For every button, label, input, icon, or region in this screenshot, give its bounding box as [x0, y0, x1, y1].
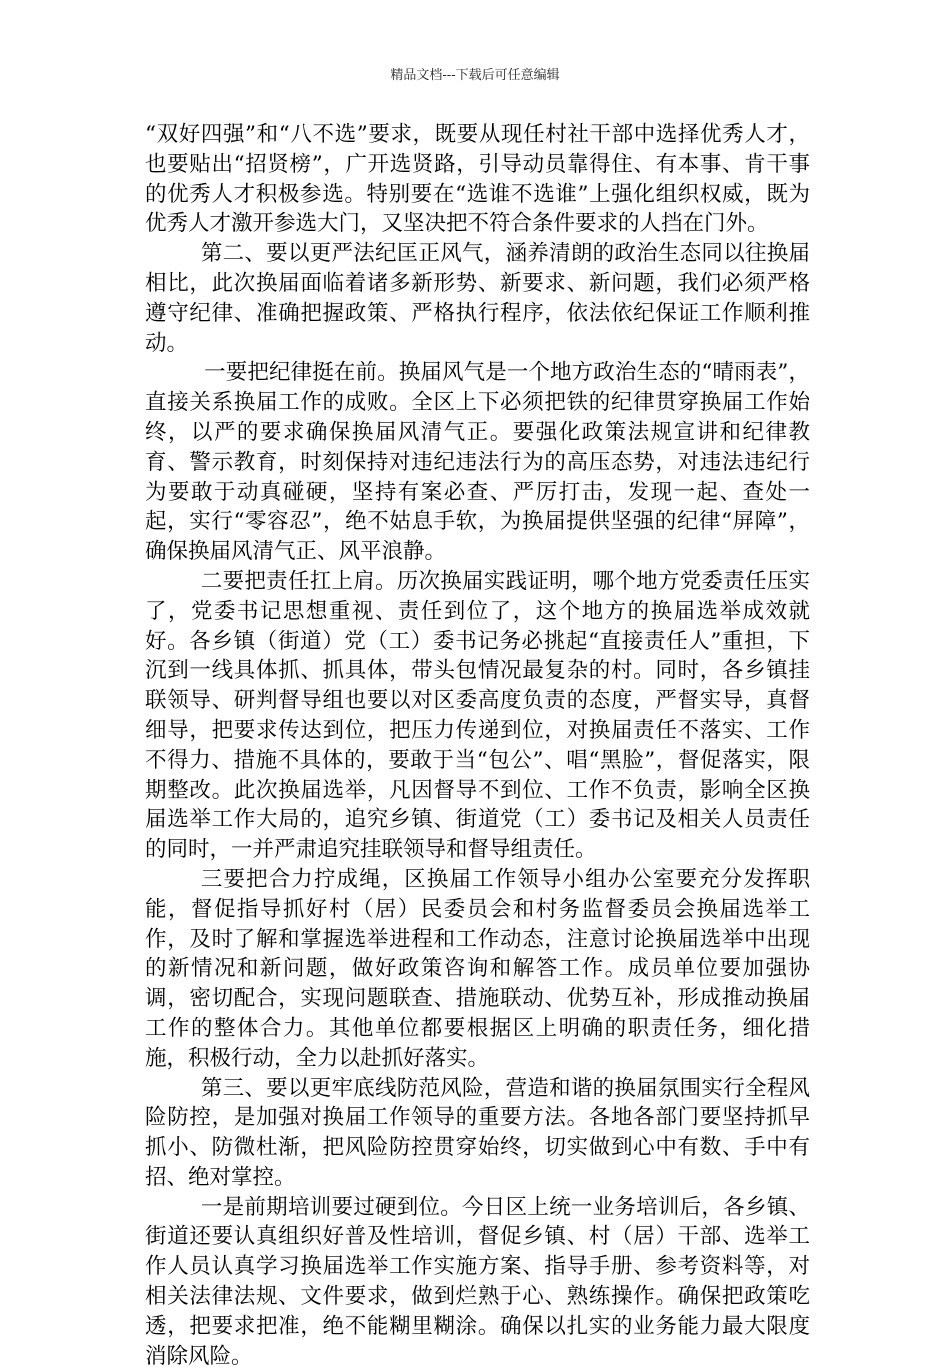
- paragraph-4: 二要把责任扛上肩。历次换届实践证明，哪个地方党委责任压实了，党委书记思想重视、责任到位了，这个地方的换届选举成效就好。各乡镇（街道）党（工）委书记务必挑起“直接责任人”重担，下沉到一线具体抓、抓具体，带头包情况最复杂的村。同时，各乡镇挂联领导、研判督导组也要以对区委高度负责的态度，严督实导，真督细导，把要求传达到位，把压力传递到位，对换届责任不落实、工作不得力、措施不具体的，要敢于当“包公”、唱“黑脸”，督促落实，限期整改。此次换届选举，凡因督导不到位、工作不负责，影响全区换届选举工作大局的，追究乡镇、街道党（工）委书记及相关人员责任的同时，一并严肃追究挂联领导和督导组责任。: [145, 568, 810, 863]
- page-header: 精品文档---下载后可任意编辑: [390, 68, 560, 83]
- paragraph-1: “双好四强”和“八不选”要求，既要从现任村社干部中选择优秀人才，也要贴出“招贤榜”，广开选贤路，引导动员靠得住、有本事、肯干事的优秀人才积极参选。特别要在“选谁不选谁”上强化组织权威，既为优秀人才激开参选大门，又坚决把不符合条件要求的人挡在门外。: [145, 122, 810, 237]
- document-body: [145, 120, 810, 1371]
- paragraph-2: 第二、要以更严法纪匡正风气，涵养清朗的政治生态同以往换届相比，此次换届面临着诸多新形势、新要求、新问题，我们必须严格遵守纪律、准确把握政策、严格执行程序，依法依纪保证工作顺利推动。: [145, 241, 810, 356]
- paragraph-3: 一要把纪律挺在前。换届风气是一个地方政治生态的“晴雨表”，直接关系换届工作的成败。全区上下必须把铁的纪律贯穿换届工作始终，以严的要求确保换届风清气正。要强化政策法规宣讲和纪律教育、警示教育，时刻保持对违纪违法行为的高压态势，对违法违纪行为要敢于动真碰硬，坚持有案必查、严厉打击，发现一起、查处一起，实行“零容忍”，绝不姑息手软，为换届提供坚强的纪律“屏障”，确保换届风清气正、风平浪静。: [145, 360, 810, 565]
- paragraph-7: 一是前期培训要过硬到位。今日区上统一业务培训后，各乡镇、街道还要认真组织好普及性培训，督促乡镇、村（居）干部、选举工作人员认真学习换届选举工作实施方案、指导手册、参考资料等，对相关法律法规、文件要求，做到烂熟于心、熟练操作。确保把政策吃透，把要求把准，绝不能糊里糊涂。确保以扎实的业务能力最大限度消除风险。: [145, 1194, 810, 1369]
- paragraph-6: 第三、要以更牢底线防范风险，营造和谐的换届氛围实行全程风险防控，是加强对换届工作领导的重要方法。各地各部门要坚持抓早抓小、防微杜渐，把风险防控贯穿始终，切实做到心中有数、手中有招、绝对掌控。: [145, 1075, 810, 1190]
- paragraph-5: 三要把合力拧成绳，区换届工作领导小组办公室要充分发挥职能，督促指导抓好村（居）民委员会和村务监督委员会换届选举工作，及时了解和掌握选举进程和工作动态，注意讨论换届选举中出现的新情况和新问题，做好政策咨询和解答工作。成员单位要加强协调，密切配合，实现问题联查、措施联动、优势互补，形成推动换届工作的整体合力。其他单位都要根据区上明确的职责任务，细化措施，积极行动，全力以赴抓好落实。: [145, 866, 810, 1071]
